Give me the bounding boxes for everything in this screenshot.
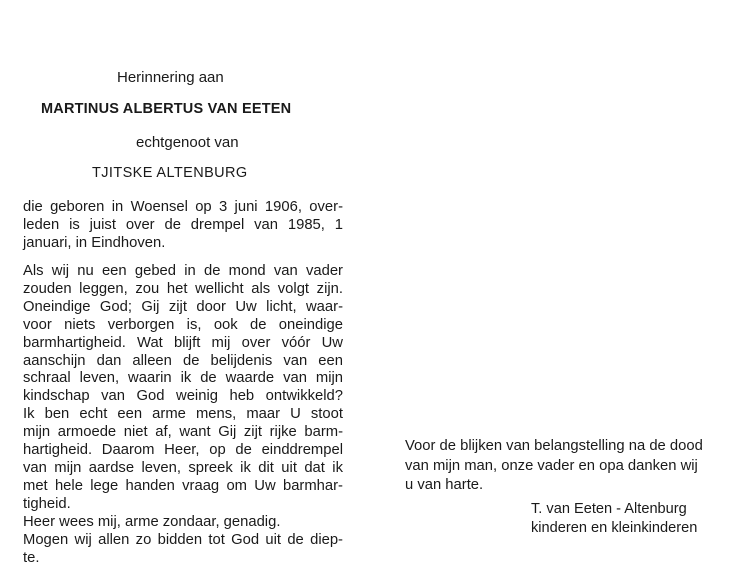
thanks-paragraph xyxy=(405,437,705,496)
prayer-line: Ik ben echt een arme mens, maar U stoot xyxy=(23,406,343,423)
prayer-line: Mogen wij allen zo bidden tot God uit de diep- xyxy=(23,531,343,548)
biography-line: leden is juist over de drempel van 1985, 1 xyxy=(23,216,343,233)
signature-block xyxy=(531,500,697,538)
intro-text: Herinnering aan xyxy=(117,69,224,86)
prayer-paragraph xyxy=(23,263,343,567)
prayer-line: kindschap van God weinig heb ontwikkeld? xyxy=(23,388,343,405)
prayer-line: van mijn aardse leven, spreek ik dit uit dat ik xyxy=(23,459,343,476)
prayer-line: te. xyxy=(23,549,40,566)
thanks-line: Voor de blijken van belangstelling na de dood xyxy=(405,438,703,454)
biography-line: die geboren in Woensel op 3 juni 1906, over- xyxy=(23,199,343,215)
prayer-line: Oneindige God; Gij zijt door Uw licht, waar- xyxy=(23,298,343,315)
relation-text: echtgenoot van xyxy=(136,134,239,151)
prayer-line: hartigheid. Daarom Heer, op de einddrempel xyxy=(23,442,343,459)
deceased-name: MARTINUS ALBERTUS VAN EETEN xyxy=(41,101,292,117)
signature-name: T. van Eeten - Altenburg xyxy=(531,501,687,517)
prayer-line: tigheid. xyxy=(23,495,71,512)
biography-line: januari, in Eindhoven. xyxy=(23,234,166,251)
signature-family: kinderen en kleinkinderen xyxy=(531,520,698,536)
thanks-line: u van harte. xyxy=(405,477,484,493)
prayer-line: barmhartigheid. Wat blijft mij over vóór Uw xyxy=(23,334,343,351)
prayer-line: Als wij nu een gebed in de mond van vader xyxy=(23,263,343,279)
prayer-line: schraal leven, waarin ik de waarde van mijn xyxy=(23,370,343,387)
prayer-line: aanschijn dan alleen de belijdenis van een xyxy=(23,352,343,369)
prayer-line: Heer wees mij, arme zondaar, genadig. xyxy=(23,513,281,530)
prayer-line: met hele lege handen vraag om Uw barmhar- xyxy=(23,477,343,494)
prayer-line: zouden leggen, zou het wellicht als volgt zijn. xyxy=(23,280,343,297)
prayer-line: voor niets verborgen is, ook de oneindige xyxy=(23,316,343,333)
spouse-name: TJITSKE ALTENBURG xyxy=(92,165,248,181)
prayer-line: mijn armoede niet af, want Gij zijt rijke barm- xyxy=(23,424,343,441)
thanks-line: van mijn man, onze vader en opa danken wij xyxy=(405,457,698,474)
biography-paragraph xyxy=(23,199,343,253)
